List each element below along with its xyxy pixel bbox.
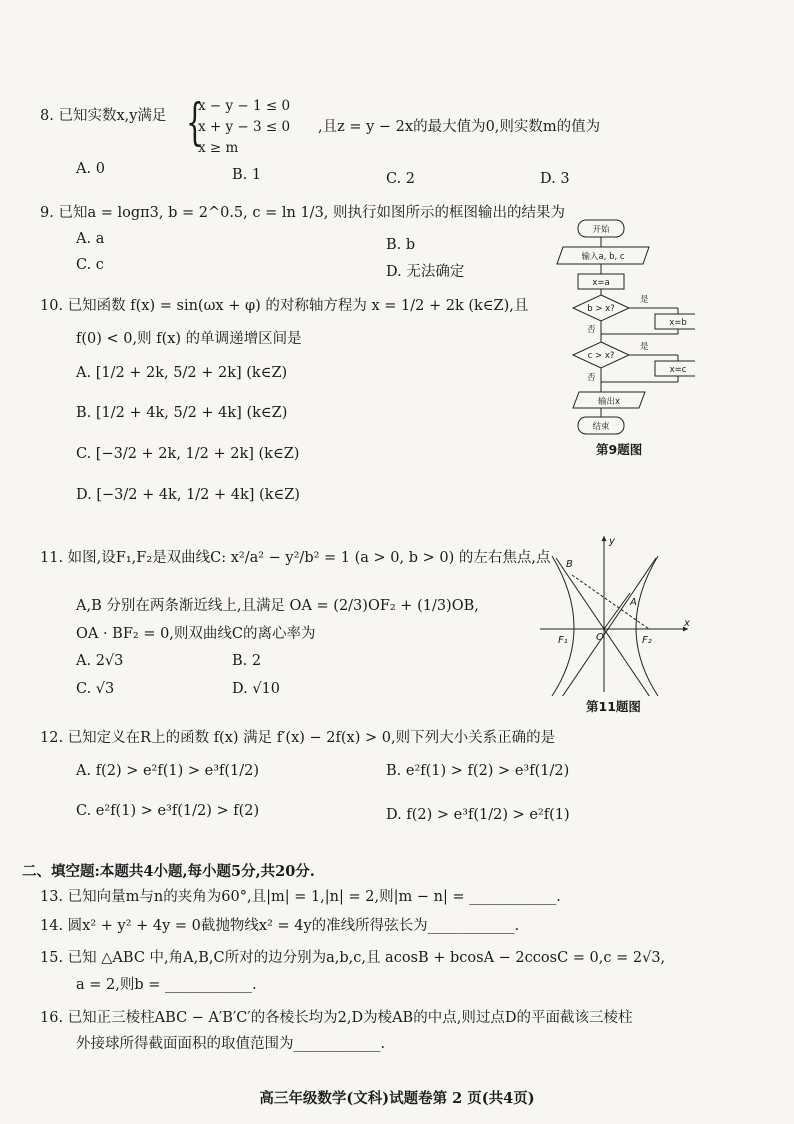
q8-constraint-1: x − y − 1 ≤ 0 xyxy=(198,98,291,114)
q12-option-d: D. f(2) > e³f(1/2) > e²f(1) xyxy=(386,807,570,823)
q9-option-a: A. a xyxy=(76,231,105,247)
q10-option-b: B. [1/2 + 4k, 5/2 + 4k] (k∈Z) xyxy=(76,405,288,421)
q10-line-2: f(0) < 0,则 f(x) 的单调递增区间是 xyxy=(76,331,302,347)
q8-option-b: B. 1 xyxy=(232,167,262,183)
q9-stem: 9. 已知a = logπ3, b = 2^0.5, c = ln 1/3, 则执行如图所示的框图输出的结果为 xyxy=(40,205,566,221)
page-footer: 高三年级数学(文科)试题卷第 2 页(共4页) xyxy=(259,1090,535,1107)
q11-option-a: A. 2√3 xyxy=(76,653,124,669)
q15-line-2: a = 2,则b = ____________. xyxy=(76,977,257,993)
q11-option-c: C. √3 xyxy=(76,681,115,697)
q12-option-a: A. f(2) > e²f(1) > e³f(1/2) xyxy=(76,763,260,779)
fig11-label-b: B xyxy=(566,559,573,570)
hyperbola-right-branch xyxy=(636,556,658,696)
q9-option-d: D. 无法确定 xyxy=(386,264,465,280)
hyperbola-figure xyxy=(538,530,698,696)
q12-option-b: B. e²f(1) > f(2) > e³f(1/2) xyxy=(386,763,570,779)
flow-end-label: 结束 xyxy=(592,422,610,432)
q10-option-d: D. [−3/2 + 4k, 1/2 + 4k] (k∈Z) xyxy=(76,487,300,503)
fig11-label-a: A xyxy=(630,597,637,608)
fig11-label-y: y xyxy=(609,536,615,547)
q11-line-3: OA · BF₂ = 0,则双曲线C的离心率为 xyxy=(76,626,316,642)
flow-assign-a-label: x=a xyxy=(592,278,610,288)
flow-yes-label-1: 是 xyxy=(640,295,649,305)
q9-option-b: B. b xyxy=(386,237,416,253)
q10-line-1: 10. 已知函数 f(x) = sin(ωx + φ) 的对称轴方程为 x = 1/2 + 2k (k∈Z),且 xyxy=(40,298,529,314)
fig11-label-f1: F₁ xyxy=(558,635,568,646)
q16-line-2: 外接球所得截面面积的取值范围为____________. xyxy=(76,1036,386,1052)
q12-stem: 12. 已知定义在R上的函数 f(x) 满足 f′(x) − 2f(x) > 0,则下列大小关系正确的是 xyxy=(40,730,556,746)
q16-line-1: 16. 已知正三棱柱ABC − A′B′C′的各棱长均为2,D为棱AB的中点,则过点D的平面截该三棱柱 xyxy=(40,1010,633,1026)
q11-option-b: B. 2 xyxy=(232,653,262,669)
fig11-label-f2: F₂ xyxy=(642,635,652,646)
fig11-label-o: O xyxy=(596,632,604,643)
flow-output-label: 输出x xyxy=(597,397,621,407)
segment-o-a xyxy=(604,593,630,629)
flow-cond-c-label: c > x? xyxy=(587,351,615,361)
flow-start-label: 开始 xyxy=(592,225,610,235)
q8-option-c: C. 2 xyxy=(386,171,416,187)
q8-option-a: A. 0 xyxy=(76,161,105,177)
fig11-caption: 第11题图 xyxy=(586,699,641,714)
q15-line-1: 15. 已知 △ABC 中,角A,B,C所对的边分别为a,b,c,且 acosB + bcosA − 2ccosC = 0,c = 2√3, xyxy=(40,950,666,966)
q8-stem: 8. 已知实数x,y满足 xyxy=(40,108,167,124)
q8-stem-tail: ,且z = y − 2x的最大值为0,则实数m的值为 xyxy=(318,119,601,135)
flowchart-figure xyxy=(545,216,695,438)
flow-assign-b-label: x=b xyxy=(669,318,687,328)
q10-option-c: C. [−3/2 + 2k, 1/2 + 2k] (k∈Z) xyxy=(76,446,300,462)
q8-constraint-2: x + y − 3 ≤ 0 xyxy=(198,119,291,135)
q11-option-d: D. √10 xyxy=(232,681,281,697)
segment-b-f2 xyxy=(572,575,649,629)
q13-text: 13. 已知向量m与n的夹角为60°,且|m| = 1,|n| = 2,则|m − n| = ____________. xyxy=(40,889,561,905)
flow-yes-label-2: 是 xyxy=(640,342,649,352)
section-2-title: 二、填空题:本题共4小题,每小题5分,共20分. xyxy=(22,863,315,880)
q9-option-c: C. c xyxy=(76,257,104,273)
flow-cond-b-label: b > x? xyxy=(587,304,615,314)
q8-option-d: D. 3 xyxy=(540,171,570,187)
q12-option-c: C. e²f(1) > e³f(1/2) > f(2) xyxy=(76,803,260,819)
q8-constraint-3: x ≥ m xyxy=(198,140,239,156)
hyperbola-left-branch xyxy=(552,556,574,696)
flow-assign-c-label: x=c xyxy=(669,365,687,375)
fig9-caption: 第9题图 xyxy=(596,442,643,457)
q11-line-2: A,B 分别在两条渐近线上,且满足 OA = (2/3)OF₂ + (1/3)OB, xyxy=(76,598,479,614)
q8-brace: { xyxy=(186,93,204,151)
flow-input-label: 输入a, b, c xyxy=(581,252,625,262)
q10-option-a: A. [1/2 + 2k, 5/2 + 2k] (k∈Z) xyxy=(76,365,288,381)
q14-text: 14. 圆x² + y² + 4y = 0截抛物线x² = 4y的准线所得弦长为____________. xyxy=(40,918,520,934)
q11-line-1: 11. 如图,设F₁,F₂是双曲线C: x²/a² − y²/b² = 1 (a > 0, b > 0) 的左右焦点,点 xyxy=(40,550,551,566)
fig11-label-x: x xyxy=(684,618,690,629)
flow-no-label-1: 否 xyxy=(587,325,596,335)
flow-no-label-2: 否 xyxy=(587,373,596,383)
